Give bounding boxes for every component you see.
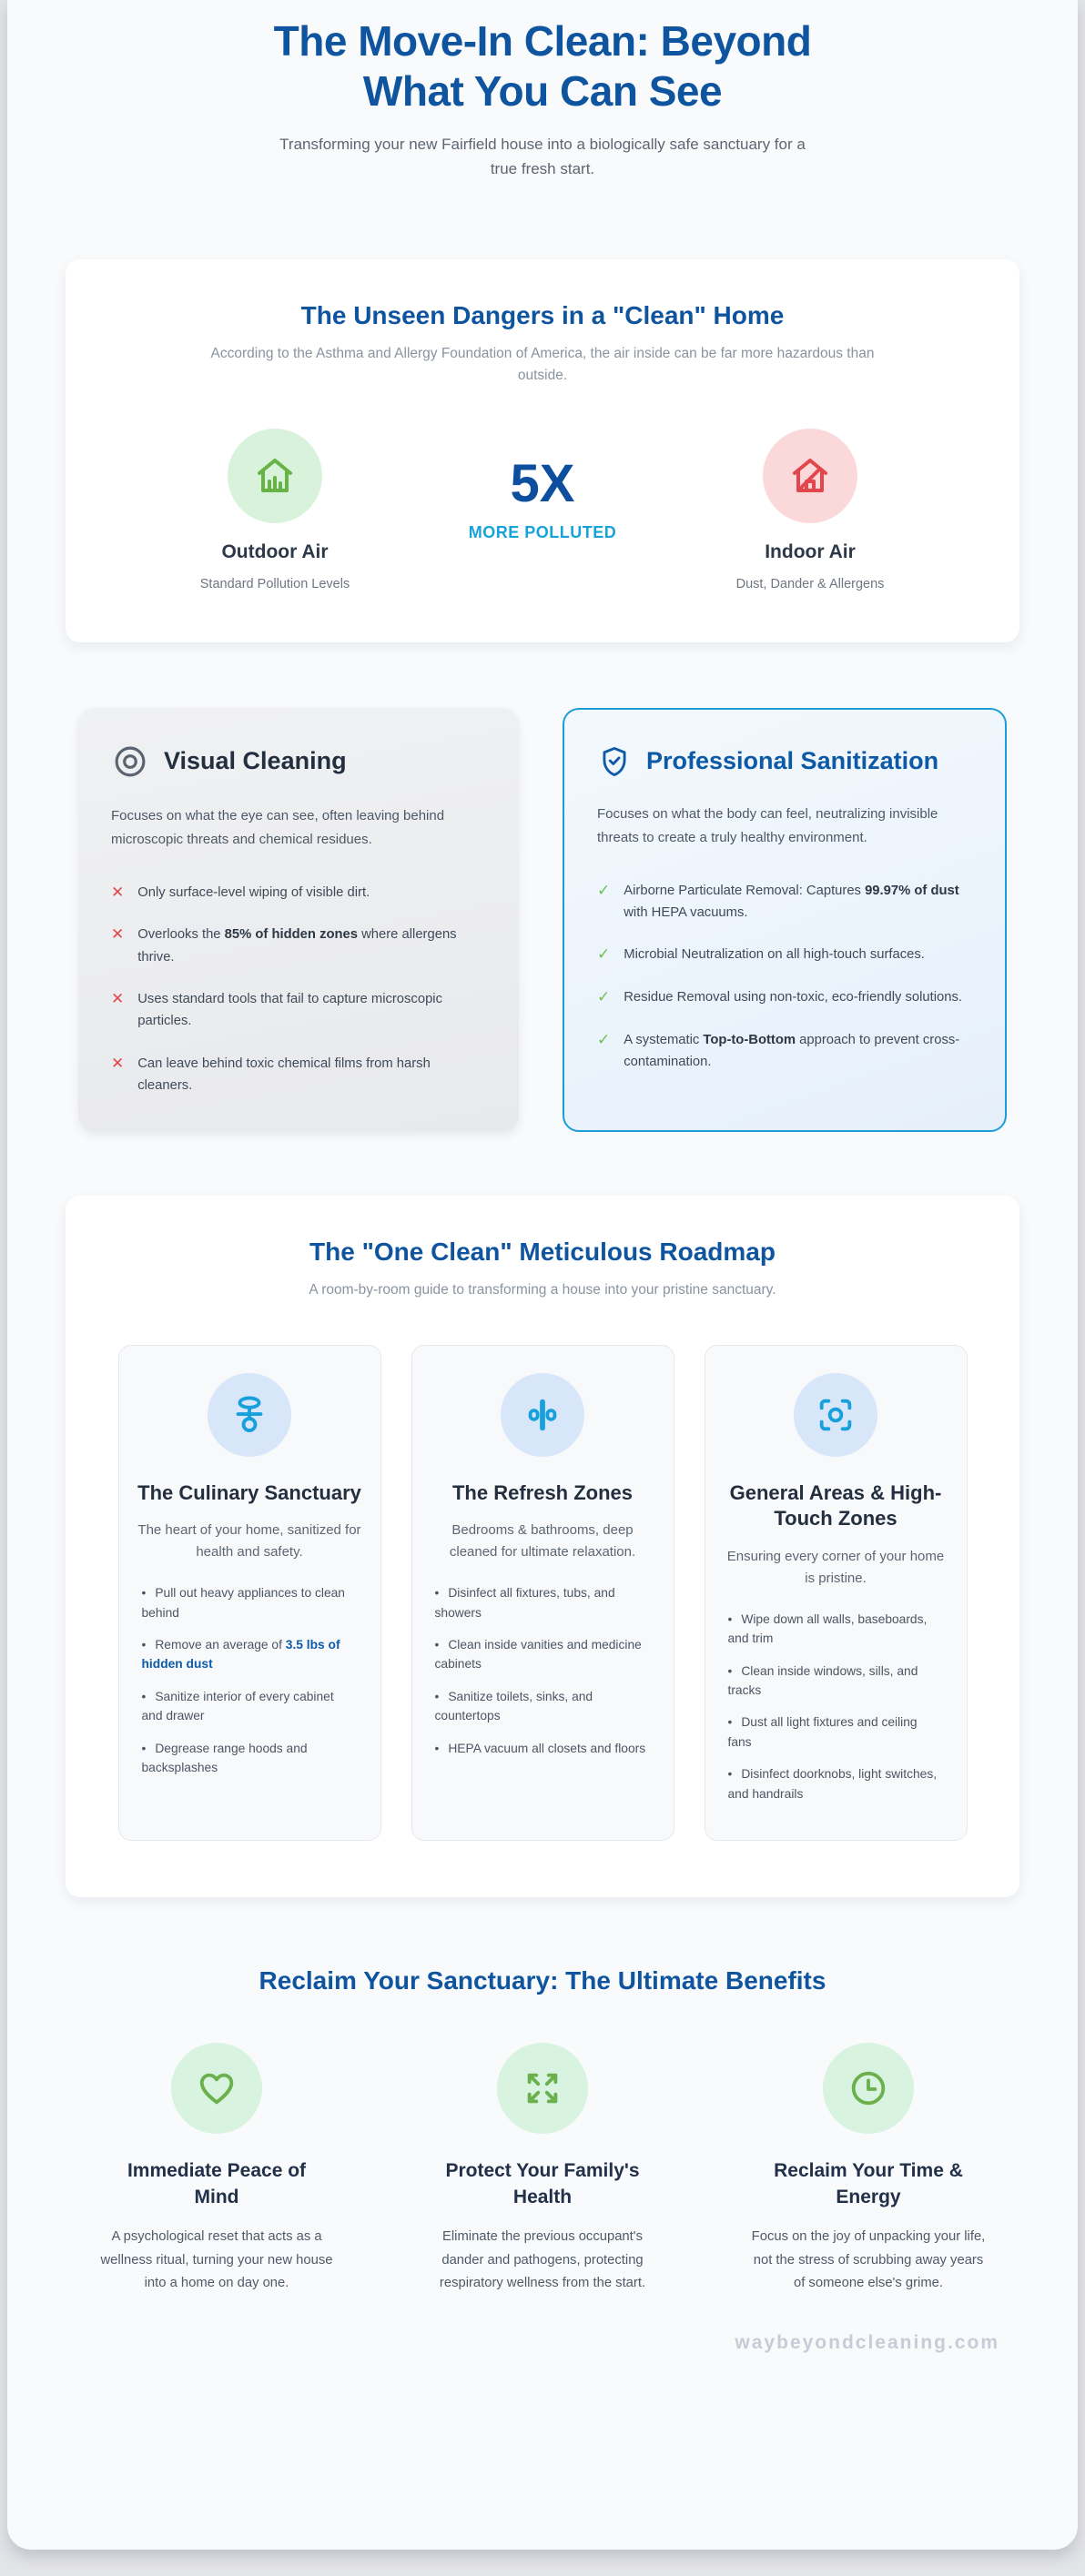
kitchen-icon	[228, 1394, 270, 1436]
room-description: The heart of your home, sanitized for health and safety.	[137, 1522, 361, 1561]
professional-sanitization-description: Focuses on what the body can feel, neutralizing invisible threats to create a truly healthy environment.	[597, 806, 938, 846]
item-text: Overlooks the 85% of hidden zones where allergens thrive.	[137, 927, 457, 965]
page-title	[7, 16, 1078, 116]
professional-sanitization-header	[597, 744, 972, 779]
room-checklist	[431, 1583, 655, 1771]
air-comparison-row	[157, 429, 928, 591]
checklist-item: • Degrease range hoods and backsplashes	[141, 1741, 308, 1774]
roadmap-heading: The "One Clean" Meticulous Roadmap	[309, 1237, 776, 1266]
outdoor-air-icon-circle	[228, 429, 322, 523]
scan-focus-icon-circle	[794, 1373, 877, 1457]
checklist-item: • Pull out heavy appliances to clean behind	[141, 1586, 345, 1620]
checklist-item: • Clean inside vanities and medicine cabinets	[434, 1638, 642, 1672]
cleaning-comparison-row	[78, 708, 1007, 1132]
bullet: •	[434, 1689, 440, 1703]
indoor-air-description: Dust, Dander & Allergens	[735, 577, 885, 592]
footer-website: waybeyondcleaning.com	[735, 2332, 999, 2354]
benefit-title: Protect Your Family's Health	[445, 2159, 640, 2208]
item-text: A systematic Top-to-Bottom approach to prevent cross-contamination.	[624, 1032, 960, 1070]
bullet: •	[727, 1715, 733, 1730]
list-item	[597, 944, 972, 966]
visual-cleaning-list	[111, 882, 486, 1097]
page-title-line1: The Move-In Clean: Beyond	[273, 17, 812, 65]
room-checklist	[137, 1583, 362, 1790]
benefits-row	[7, 2043, 1078, 2296]
benefit-title: Reclaim Your Time & Energy	[774, 2159, 963, 2208]
professional-sanitization-card	[563, 708, 1007, 1132]
expand-arrows-icon-circle	[497, 2043, 588, 2134]
list-item	[597, 986, 972, 1009]
bullet: •	[434, 1586, 440, 1601]
list-item	[111, 924, 486, 968]
benefit-column-health	[380, 2043, 705, 2296]
checklist-item: • Remove an average of 3.5 lbs of hidden dust	[141, 1638, 340, 1672]
checklist-item: • Sanitize toilets, sinks, and countertops	[434, 1689, 593, 1723]
checklist-item: • HEPA vacuum all closets and floors	[434, 1741, 646, 1755]
bullet: •	[434, 1638, 440, 1652]
room-title: The Culinary Sanctuary	[137, 1480, 361, 1504]
clock-icon-circle	[823, 2043, 914, 2134]
indoor-air-icon-circle	[763, 429, 857, 523]
list-item	[597, 880, 972, 924]
room-card-refresh	[411, 1345, 674, 1841]
benefit-column-time	[705, 2043, 1031, 2296]
benefit-description: Focus on the joy of unpacking your life, not the stress of scrubbing away years of someone else's grime.	[751, 2228, 986, 2291]
bathroom-icon-circle	[501, 1373, 584, 1457]
dangers-heading: The Unseen Dangers in a "Clean" Home	[300, 301, 785, 330]
list-item	[111, 988, 486, 1033]
dangers-subheading: According to the Asthma and Allergy Foundation of America, the air inside can be far more hazardous than outside.	[210, 346, 875, 384]
item-text: Can leave behind toxic chemical films from harsh cleaners.	[137, 1056, 431, 1094]
room-card-general	[705, 1345, 968, 1841]
rooms-row	[66, 1345, 1019, 1841]
room-description: Ensuring every corner of your home is pristine.	[726, 1548, 945, 1586]
check-icon: ✓	[597, 945, 611, 964]
bullet: •	[141, 1689, 147, 1703]
checklist-item: • Disinfect doorknobs, light switches, and handrails	[727, 1767, 938, 1801]
page-subtitle: Transforming your new Fairfield house into a biologically safe sanctuary for a true fresh start.	[279, 136, 806, 177]
roadmap-card	[66, 1196, 1019, 1897]
benefit-description: A psychological reset that acts as a wellness ritual, turning your new house into a home on day one.	[100, 2228, 333, 2291]
professional-sanitization-heading: Professional Sanitization	[646, 747, 939, 775]
bullet: •	[141, 1586, 147, 1601]
x-icon: ✕	[111, 925, 125, 944]
checklist-item: • Wipe down all walls, baseboards, and trim	[727, 1611, 928, 1646]
professional-sanitization-list	[597, 880, 972, 1074]
expand-arrows-icon	[522, 2067, 563, 2109]
indoor-air-label: Indoor Air	[765, 541, 856, 563]
room-title: General Areas & High-Touch Zones	[729, 1480, 942, 1530]
check-icon: ✓	[597, 881, 611, 899]
benefit-column-peace	[54, 2043, 380, 2296]
pollution-multiplier-value: 5X	[510, 454, 575, 514]
clock-icon	[847, 2067, 889, 2109]
room-description: Bedrooms & bathrooms, deep cleaned for ultimate relaxation.	[449, 1522, 636, 1561]
benefits-section	[7, 1966, 1078, 2296]
checklist-item: • Disinfect all fixtures, tubs, and showers	[434, 1586, 615, 1620]
bullet: •	[727, 1767, 733, 1782]
outdoor-air-column	[157, 429, 393, 591]
check-icon: ✓	[597, 1030, 611, 1048]
bullet: •	[727, 1663, 733, 1678]
bullet: •	[434, 1741, 440, 1755]
room-card-culinary	[118, 1345, 381, 1841]
list-item	[597, 1029, 972, 1074]
list-item	[111, 882, 486, 904]
indoor-air-column	[692, 429, 928, 591]
bullet: •	[727, 1611, 733, 1626]
visual-cleaning-card	[78, 708, 519, 1132]
benefit-title: Immediate Peace of Mind	[127, 2159, 307, 2208]
visual-cleaning-heading: Visual Cleaning	[164, 747, 347, 775]
checklist-item: • Sanitize interior of every cabinet and drawer	[141, 1689, 334, 1723]
shield-check-icon	[597, 744, 632, 779]
benefits-heading: Reclaim Your Sanctuary: The Ultimate Benefits	[259, 1965, 826, 1995]
kitchen-icon-circle	[208, 1373, 291, 1457]
outdoor-air-label: Outdoor Air	[221, 541, 329, 563]
visual-cleaning-header	[111, 742, 486, 781]
item-text: Uses standard tools that fail to capture microscopic particles.	[137, 992, 442, 1029]
unseen-dangers-card	[66, 259, 1019, 642]
outdoor-air-description: Standard Pollution Levels	[199, 577, 350, 592]
visual-cleaning-description: Focuses on what the eye can see, often leaving behind microscopic threats and chemical residues.	[111, 808, 445, 848]
outdoor-air-house-icon	[253, 454, 297, 498]
room-title: The Refresh Zones	[451, 1480, 634, 1504]
checklist-item: • Clean inside windows, sills, and tracks	[727, 1663, 918, 1697]
pollution-multiplier-caption: MORE POLLUTED	[468, 523, 617, 542]
roadmap-subheading: A room-by-room guide to transforming a house into your pristine sanctuary.	[309, 1281, 776, 1298]
benefit-description: Eliminate the previous occupant's dander and pathogens, protecting respiratory wellness from the start.	[439, 2228, 646, 2291]
room-checklist	[724, 1610, 948, 1816]
heart-icon	[196, 2067, 238, 2109]
indoor-air-house-icon	[788, 454, 832, 498]
item-text: Airborne Particulate Removal: Captures 99.97% of dust with HEPA vacuums.	[624, 883, 959, 920]
bullet: •	[141, 1741, 147, 1755]
pollution-multiplier-column	[442, 429, 643, 542]
list-item	[111, 1053, 486, 1097]
page-sheet	[7, 0, 1078, 2550]
scan-focus-icon	[815, 1394, 857, 1436]
x-icon: ✕	[111, 990, 125, 1008]
check-icon: ✓	[597, 988, 611, 1006]
item-text: Microbial Neutralization on all high-touch surfaces.	[624, 947, 925, 963]
x-icon: ✕	[111, 1054, 125, 1072]
bullet: •	[141, 1638, 147, 1652]
hero-section	[7, 15, 1078, 181]
eye-icon	[111, 742, 149, 781]
checklist-item: • Dust all light fixtures and ceiling fans	[727, 1715, 918, 1749]
bathroom-icon	[522, 1394, 563, 1436]
item-text: Only surface-level wiping of visible dirt.	[137, 884, 370, 900]
heart-icon-circle	[171, 2043, 262, 2134]
footer	[7, 2332, 1078, 2354]
x-icon: ✕	[111, 883, 125, 901]
item-text: Residue Removal using non-toxic, eco-friendly solutions.	[624, 990, 963, 1005]
page-title-line2: What You Can See	[362, 67, 723, 116]
